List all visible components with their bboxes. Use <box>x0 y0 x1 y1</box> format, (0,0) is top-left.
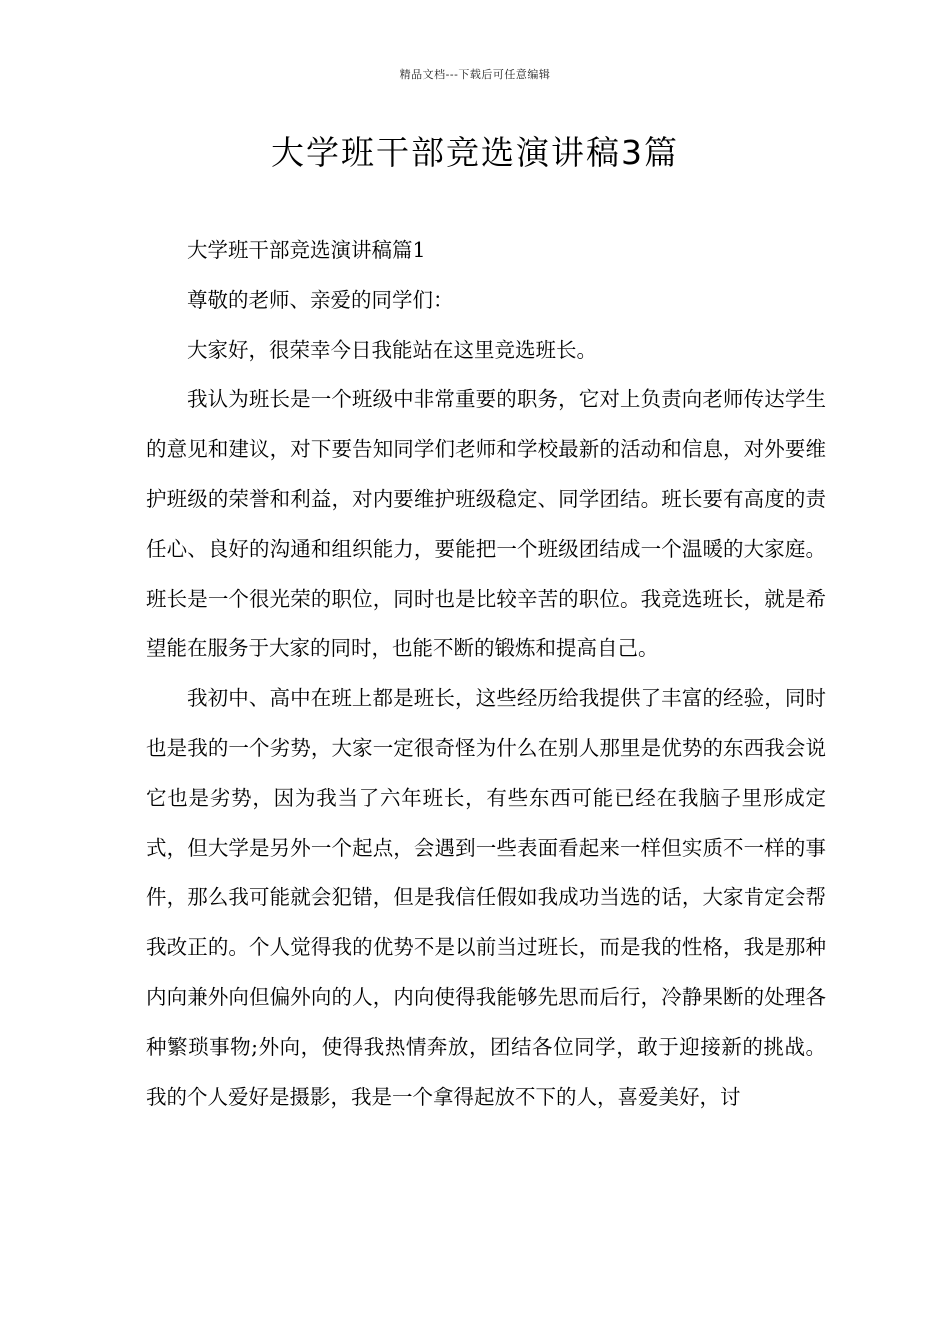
body-paragraph: 我初中、高中在班上都是班长，这些经历给我提供了丰富的经验，同时也是我的一个劣势，大家一定很奇怪为什么在别人那里是优势的东西我会说它也是劣势，因为我当了六年班长，有些东西可能已经在我脑子里形成定式，但大学是另外一个起点，会遇到一些表面看起来一样但实质不一样的事件，那么我可能就会犯错，但是我信任假如我成功当选的话，大家肯定会帮我改正的。个人觉得我的优势不是以前当过班长，而是我的性格，我是那种内向兼外向但偏外向的人，内向使得我能够先思而后行，冷静果断的处理各种繁琐事物;外向，使得我热情奔放，团结各位同学，敢于迎接新的挑战。我的个人爱好是摄影，我是一个拿得起放不下的人，喜爱美好，讨 <box>146 686 826 1109</box>
header-note: 精品文档---下载后可任意编辑 <box>399 68 551 81</box>
body-paragraph: 我认为班长是一个班级中非常重要的职务，它对上负责向老师传达学生的意见和建议，对下要告知同学们老师和学校最新的活动和信息，对外要维护班级的荣誉和利益，对内要维护班级稳定、同学团结。班长要有高度的责任心、良好的沟通和组织能力，要能把一个班级团结成一个温暖的大家庭。班长是一个很光荣的职位，同时也是比较辛苦的职位。我竞选班长，就是希望能在服务于大家的同时，也能不断的锻炼和提高自己。 <box>146 387 826 661</box>
document-body <box>146 226 826 1122</box>
section-heading: 大学班干部竞选演讲稿篇1 <box>187 238 426 262</box>
document-title: 大学班干部竞选演讲稿3篇 <box>271 133 679 172</box>
salutation-paragraph: 尊敬的老师、亲爱的同学们： <box>187 287 454 312</box>
greeting-paragraph: 大家好，很荣幸今日我能站在这里竞选班长。 <box>187 337 597 362</box>
